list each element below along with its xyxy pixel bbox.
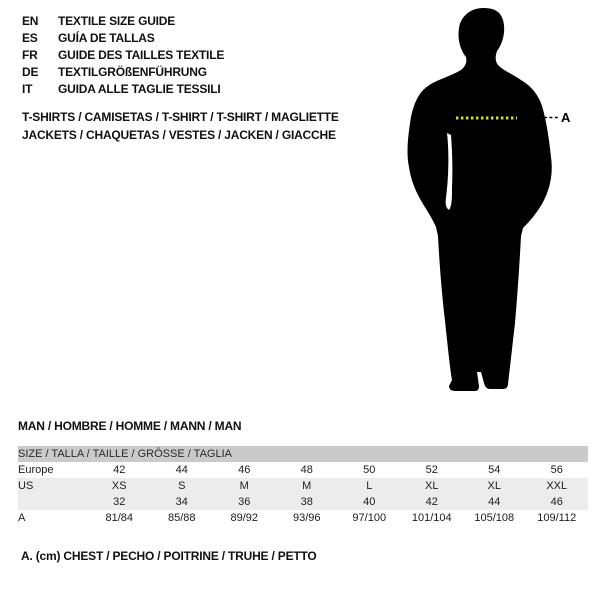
size-cell: 101/104 (411, 512, 452, 524)
language-code: FR (22, 48, 38, 62)
language-title-list (22, 13, 224, 98)
language-code: IT (22, 82, 33, 96)
size-cell: 52 (425, 464, 438, 476)
size-cell: 42 (113, 464, 126, 476)
size-cell: 109/112 (537, 512, 577, 524)
row-label (18, 494, 88, 510)
language-label: GUIDE DES TAILLES TEXTILE (58, 48, 225, 62)
size-cell: 105/108 (474, 512, 515, 524)
table-row-us (18, 478, 588, 494)
language-row-it (22, 81, 224, 98)
size-table (18, 446, 588, 526)
language-code: EN (22, 14, 39, 28)
size-cell: 56 (550, 464, 563, 476)
size-cell: M (276, 478, 339, 494)
table-header-row (18, 446, 588, 462)
size-cell: 34 (151, 494, 214, 510)
size-cell: XL (401, 478, 464, 494)
table-row-europe (18, 462, 588, 478)
table-row-chest-a (18, 510, 588, 526)
size-cell: 38 (276, 494, 339, 510)
table-header: SIZE / TALLA / TAILLE / GRÖSSE / TAGLIA (18, 446, 588, 462)
language-label: GUÍA DE TALLAS (58, 31, 155, 45)
size-cell: 81/84 (105, 512, 134, 524)
size-cell: 85/88 (167, 512, 196, 524)
size-cell: XS (88, 478, 151, 494)
size-cell: 46 (238, 464, 251, 476)
language-row-de (22, 64, 224, 81)
size-cell: 32 (88, 494, 151, 510)
section-title-man: MAN / HOMBRE / HOMME / MANN / MAN (18, 419, 242, 433)
table-row-us-numeric (18, 494, 588, 510)
measurement-footnote: A. (cm) CHEST / PECHO / POITRINE / TRUHE / PETTO (21, 549, 317, 563)
size-cell: XL (463, 478, 526, 494)
row-label: A (18, 512, 26, 524)
size-cell: 40 (338, 494, 401, 510)
language-label: TEXTILGRÖßENFÜHRUNG (58, 65, 207, 79)
size-cell: 44 (463, 494, 526, 510)
language-row-fr (22, 47, 224, 64)
size-cell: 42 (401, 494, 464, 510)
language-label: GUIDA ALLE TAGLIE TESSILI (58, 82, 221, 96)
language-code: ES (22, 31, 38, 45)
size-cell: 50 (363, 464, 376, 476)
language-row-en (22, 13, 224, 30)
language-code: DE (22, 65, 39, 79)
category-tshirts: T-SHIRTS / CAMISETAS / T-SHIRT / T-SHIRT / MAGLIETTE (22, 110, 339, 124)
size-cell: 46 (526, 494, 589, 510)
size-table-container (18, 446, 588, 526)
size-cell: 44 (175, 464, 188, 476)
row-label: US (18, 478, 88, 494)
size-cell: XXL (526, 478, 589, 494)
man-silhouette-icon (408, 8, 552, 391)
size-cell: 97/100 (352, 512, 387, 524)
size-cell: 36 (213, 494, 276, 510)
size-cell: 54 (488, 464, 501, 476)
language-label: TEXTILE SIZE GUIDE (58, 14, 176, 28)
size-cell: 93/96 (292, 512, 321, 524)
size-cell: L (338, 478, 401, 494)
row-label: Europe (18, 464, 54, 476)
language-row-es (22, 30, 224, 47)
size-cell: S (151, 478, 214, 494)
size-cell: 48 (300, 464, 313, 476)
garment-categories (22, 108, 339, 144)
size-cell: 89/92 (230, 512, 259, 524)
size-cell: M (213, 478, 276, 494)
measure-label-a: A (561, 110, 571, 125)
figure-diagram (400, 0, 600, 400)
category-jackets: JACKETS / CHAQUETAS / VESTES / JACKEN / GIACCHE (22, 128, 336, 142)
